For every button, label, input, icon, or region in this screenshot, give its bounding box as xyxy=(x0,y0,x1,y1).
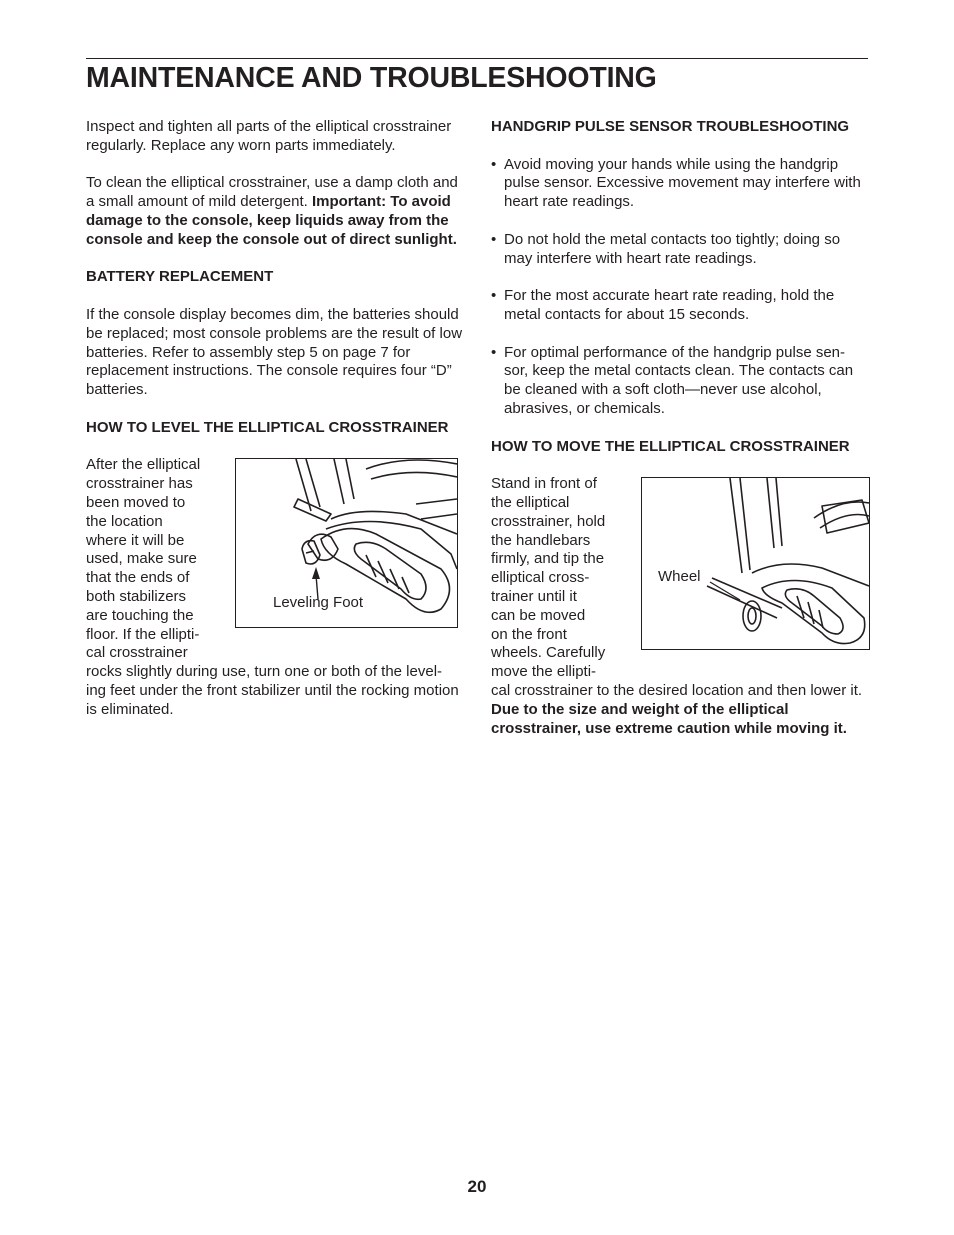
right-column xyxy=(491,118,870,738)
text-line: crosstrainer, hold xyxy=(491,512,606,530)
battery-heading: BATTERY REPLACEMENT xyxy=(86,268,274,286)
text-line: wheels. Carefully xyxy=(491,644,606,662)
text-line: Stand in front of xyxy=(491,475,597,493)
pulse-tips-list xyxy=(491,156,870,438)
text-line: the location xyxy=(86,512,163,530)
wheel-illustration xyxy=(642,478,869,649)
list-item xyxy=(491,287,870,325)
text-line: crosstrainer has xyxy=(86,475,193,493)
text-line: the handlebars xyxy=(491,531,591,549)
text-line: After the elliptical xyxy=(86,456,201,474)
text-line: on the front xyxy=(491,625,567,643)
bullet-icon: • xyxy=(491,287,497,305)
list-item-text: For the most accurate heart rate reading, hold the metal contacts for about 15 seconds. xyxy=(504,287,835,323)
text-line: firmly, and tip the xyxy=(491,550,605,568)
list-item xyxy=(491,231,870,269)
move-heading: HOW TO MOVE THE ELLIPTICAL CROSSTRAINER xyxy=(491,437,850,455)
level-heading: HOW TO LEVEL THE ELLIPTICAL CROSSTRAINER xyxy=(86,418,449,436)
text-line: used, make sure xyxy=(86,550,197,568)
list-item-text: Do not hold the metal contacts too tightly; doing so may interfere with heart rate readings. xyxy=(504,230,841,267)
leveling-foot-figure xyxy=(235,458,458,628)
text-line: the elliptical xyxy=(491,493,570,511)
cleaning-paragraph xyxy=(86,174,464,249)
list-item xyxy=(491,344,870,419)
text-line: floor. If the ellipti- xyxy=(86,625,200,643)
move-section xyxy=(491,475,870,682)
left-column xyxy=(86,118,464,720)
move-narrow-text xyxy=(491,475,621,682)
text-line: where it will be xyxy=(86,531,185,549)
page-title: MAINTENANCE AND TROUBLESHOOTING xyxy=(86,62,657,94)
battery-paragraph: If the console display becomes dim, the batteries should be replaced; most console problems are the result of low batteries. Refer to assembly step 5 on page 7 for replacement instructions. The console requires four “D” batteries. xyxy=(86,305,463,399)
leveling-foot-label: Leveling Foot xyxy=(273,594,364,612)
move-warning: Due to the size and weight of the elliptical crosstrainer, use extreme caution while moving it. xyxy=(491,700,847,737)
list-item xyxy=(491,156,870,212)
wheel-label: Wheel xyxy=(658,568,701,586)
page-number: 20 xyxy=(467,1177,487,1196)
move-paragraph-rest xyxy=(491,682,870,738)
level-narrow-text xyxy=(86,456,216,663)
text-line: cal crosstrainer xyxy=(86,644,188,662)
text-line: that the ends of xyxy=(86,569,190,587)
intro-paragraph: Inspect and tighten all parts of the elliptical crosstrainer regularly. Replace any worn parts immediately. xyxy=(86,118,452,154)
text-line: elliptical cross- xyxy=(491,569,590,587)
text-line: move the ellipti- xyxy=(491,663,597,681)
pulse-heading: HANDGRIP PULSE SENSOR TROUBLESHOOTING xyxy=(491,118,850,135)
wheel-figure xyxy=(641,477,870,650)
header-rule xyxy=(86,58,868,59)
bullet-icon: • xyxy=(491,343,497,361)
level-section xyxy=(86,456,464,663)
list-item-text: Avoid moving your hands while using the handgrip pulse sensor. Excessive movement may interfere with heart rate readings. xyxy=(504,155,861,211)
cleaning-text: To clean the elliptical crosstrainer, use a damp cloth and a small amount of mild detergent. xyxy=(86,174,458,211)
move-text: cal crosstrainer to the desired location and then lower it. xyxy=(491,681,863,699)
text-line: been moved to xyxy=(86,493,186,511)
text-line: both stabilizers xyxy=(86,587,187,605)
list-item-text: For optimal performance of the handgrip pulse sen- sor, keep the metal contacts clean. The contacts can be cleaned with a soft cloth—never use alcohol, abrasives, or chemicals. xyxy=(504,343,854,417)
cleaning-warning: Important: To avoid damage to the console, keep liquids away from the console and keep the console out of direct sunlight. xyxy=(86,193,457,248)
text-line: can be moved xyxy=(491,606,586,624)
text-line: trainer until it xyxy=(491,587,577,605)
bullet-icon: • xyxy=(491,155,497,173)
bullet-icon: • xyxy=(491,230,497,248)
text-line: are touching the xyxy=(86,606,194,624)
level-paragraph-rest: rocks slightly during use, turn one or both of the level- ing feet under the front stabilizer until the rocking motion is eliminated. xyxy=(86,663,459,718)
